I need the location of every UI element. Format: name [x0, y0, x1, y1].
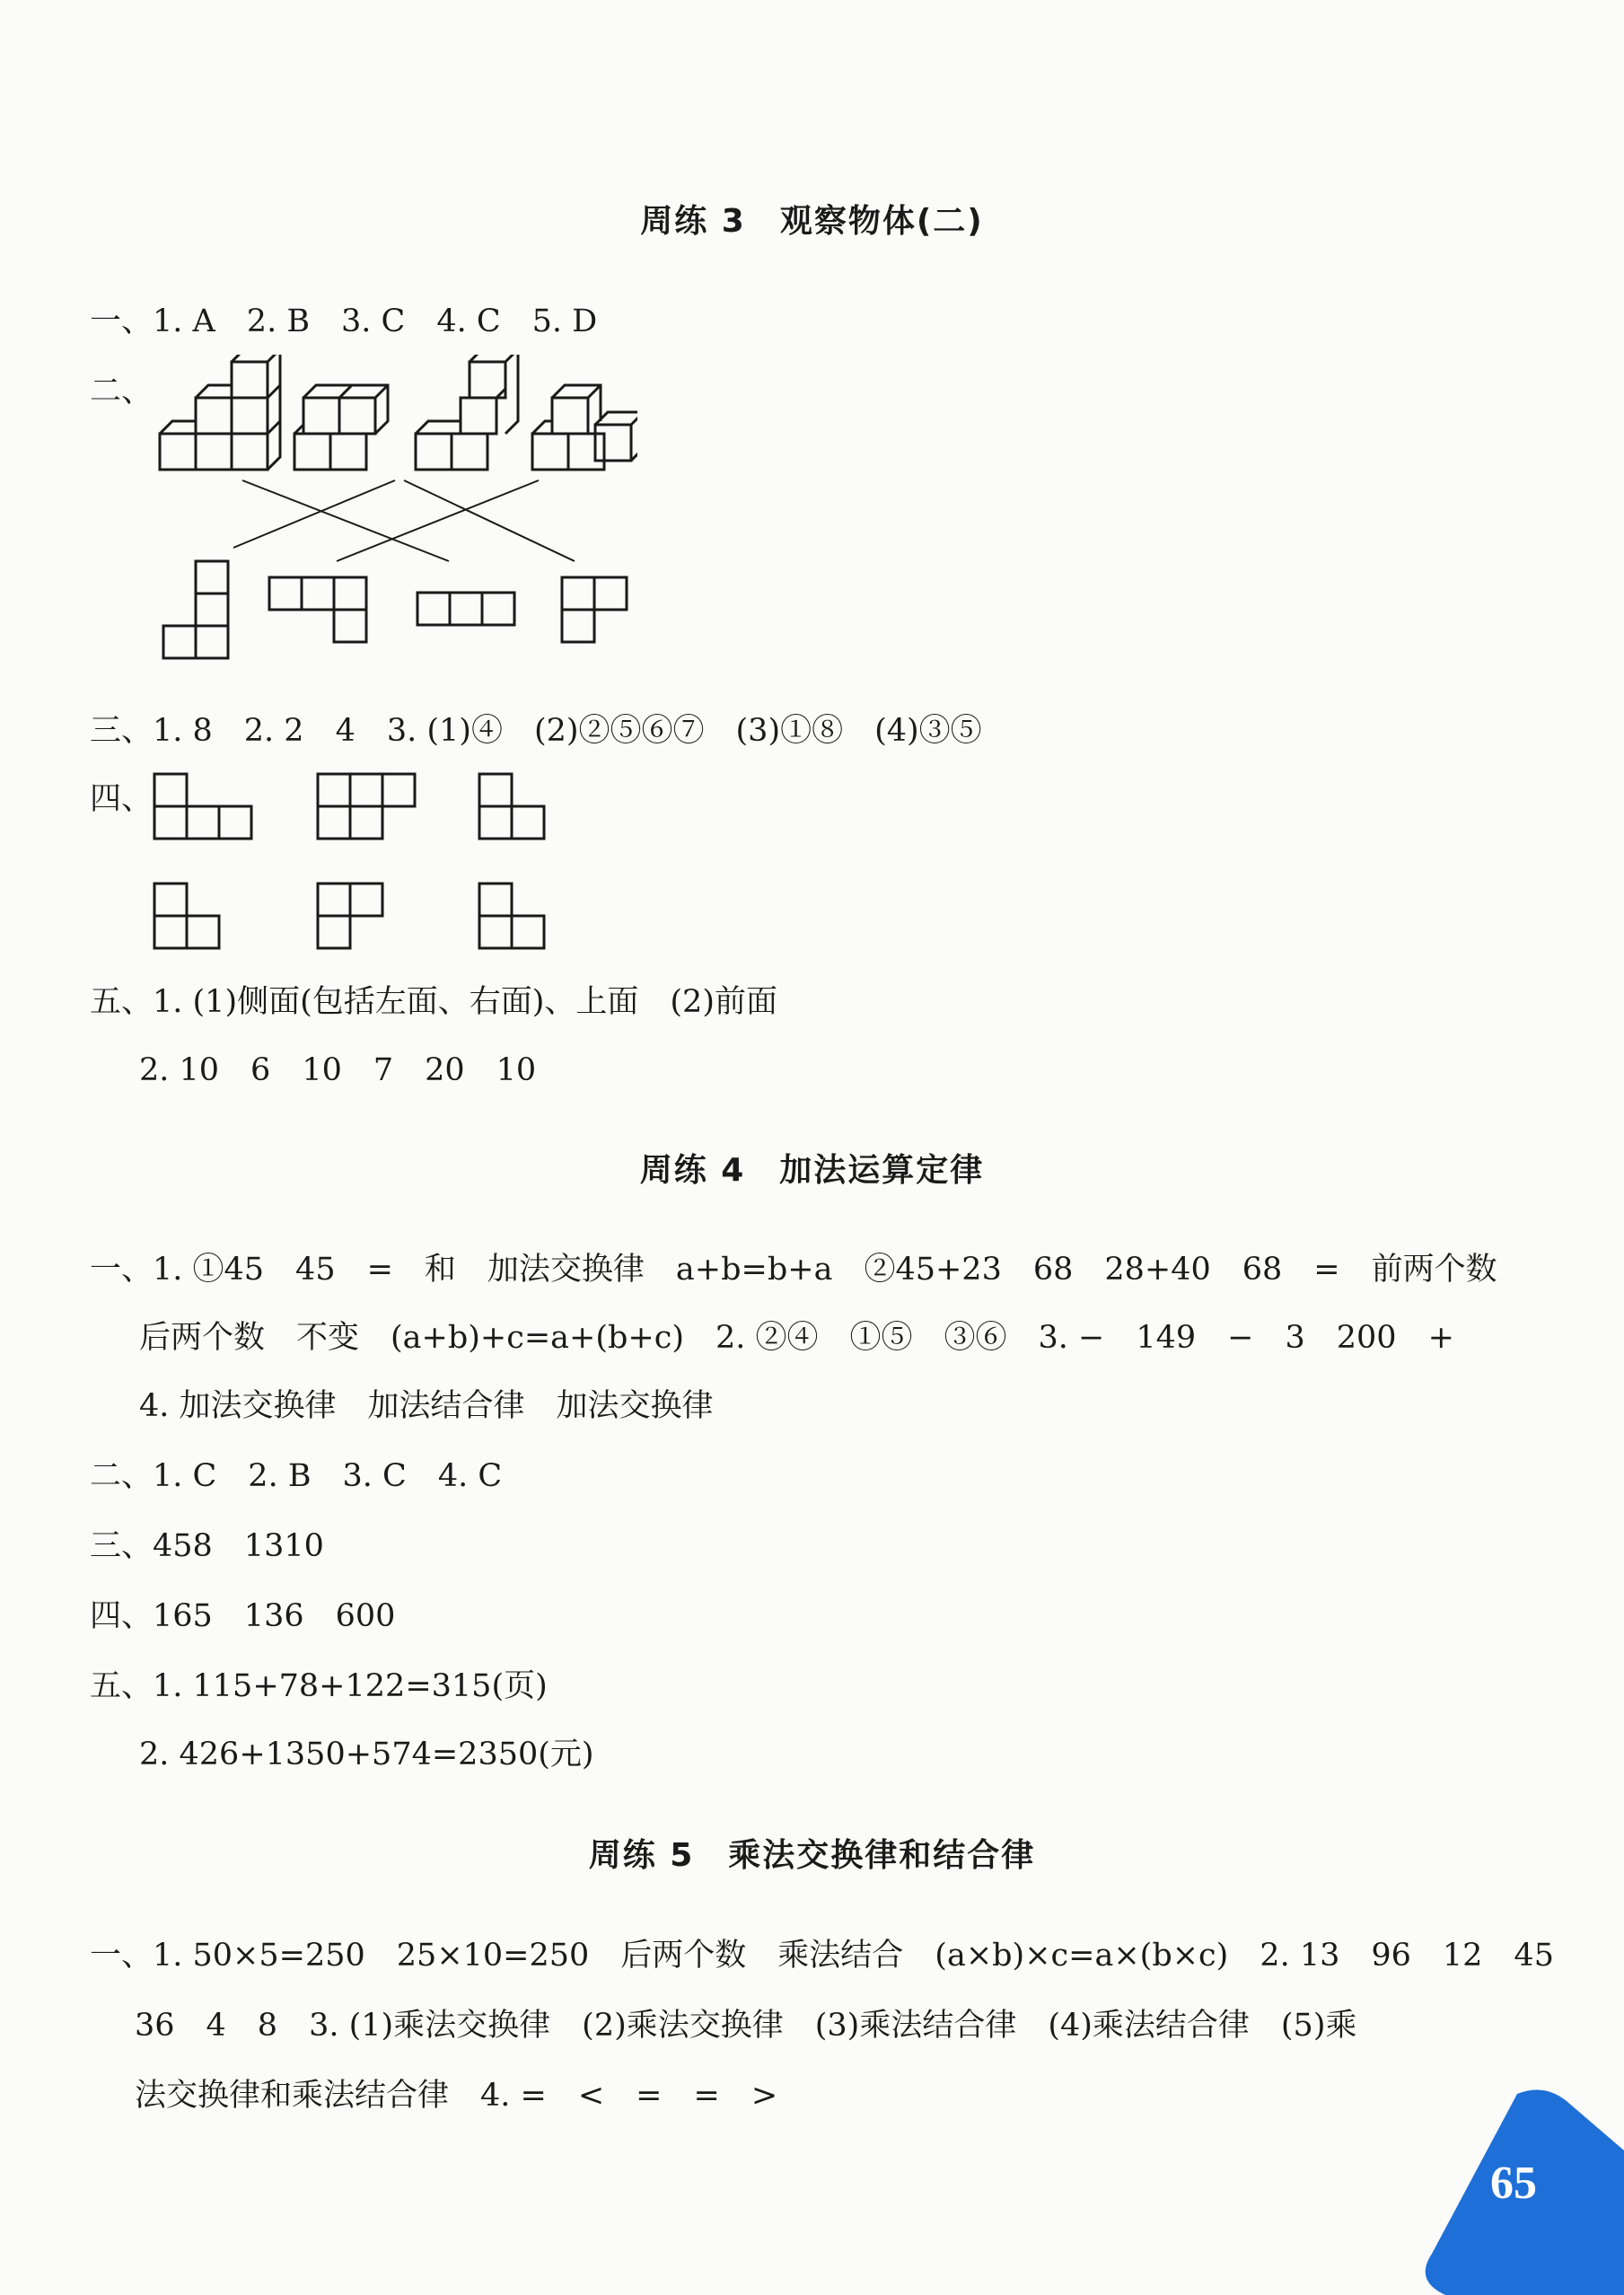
cube-stack-1: [160, 355, 280, 470]
answer-line: 后两个数 不变 (a+b)+c=a+(b+c) 2. ②④ ①⑤ ③⑥ 3. − 149 − 3 200 +: [139, 1320, 1454, 1356]
view-d: [154, 884, 219, 948]
view-e: [318, 884, 382, 948]
answer-line: 2. 426+1350+574=2350(元): [139, 1737, 594, 1772]
view-4: [562, 577, 627, 642]
page-number: 65: [1490, 2158, 1537, 2209]
cube-stack-2: [294, 385, 388, 470]
answer-line: 五、1. (1)侧面(包括左面、右面)、上面 (2)前面: [90, 984, 777, 1020]
view-2: [269, 577, 366, 642]
section-title-week5: 周练 5 乘法交换律和结合律: [588, 1837, 1036, 1874]
section-title-week4: 周练 4 加法运算定律: [639, 1152, 985, 1189]
cube-stack-4: [532, 385, 637, 470]
cube-stack-3: [416, 355, 518, 470]
view-f: [479, 884, 544, 948]
view-b: [318, 774, 415, 839]
view-1: [163, 561, 228, 658]
answer-line: 四、: [90, 781, 154, 817]
view-3: [417, 593, 514, 625]
matching-lines: [233, 480, 575, 561]
answer-line: 三、458 1310: [90, 1528, 324, 1564]
answer-line: 4. 加法交换律 加法结合律 加法交换律: [139, 1388, 714, 1424]
answer-line: 一、1. A 2. B 3. C 4. C 5. D: [90, 303, 598, 339]
cube-matching-figure: [153, 355, 637, 664]
answer-line: 二、1. C 2. B 3. C 4. C: [90, 1458, 503, 1494]
view-a: [154, 774, 251, 839]
answer-line: 法交换律和乘法结合律 4. = < = = >: [135, 2078, 778, 2114]
answer-line: 一、1. ①45 45 = 和 加法交换律 a+b=b+a ②45+23 68 28+40 68 = 前两个数: [90, 1252, 1497, 1288]
answer-line: 一、1. 50×5=250 25×10=250 后两个数 乘法结合 (a×b)×c=a×(b×c) 2. 13 96 12 45: [90, 1938, 1554, 1974]
views-figure: [153, 772, 557, 956]
answer-line: 2. 10 6 10 7 20 10: [139, 1052, 537, 1088]
answer-line: 五、1. 115+78+122=315(页): [90, 1668, 548, 1704]
answer-line: 四、165 136 600: [90, 1598, 396, 1634]
view-c: [479, 774, 544, 839]
answer-line: 36 4 8 3. (1)乘法交换律 (2)乘法交换律 (3)乘法结合律 (4)乘法结合律 (5)乘: [135, 2008, 1357, 2044]
section-title-week3: 周练 3 观察物体(二): [640, 203, 984, 240]
answer-line: 二、: [90, 374, 154, 409]
answer-line: 三、1. 8 2. 2 4 3. (1)④ (2)②⑤⑥⑦ (3)①⑧ (4)③⑤: [90, 713, 982, 749]
